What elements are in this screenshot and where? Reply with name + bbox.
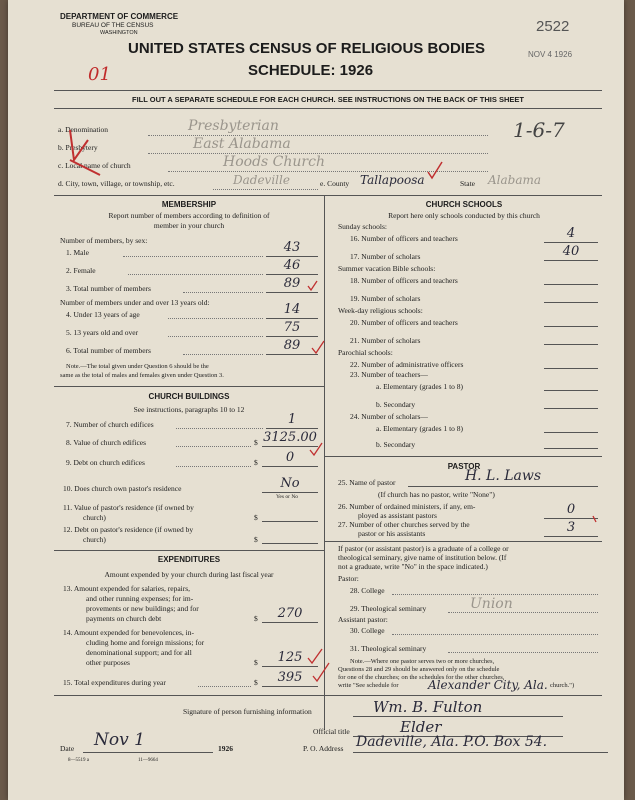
q14-label-2: cluding home and foreign missions; for	[86, 638, 205, 647]
total-expenditures: 395	[277, 670, 303, 685]
q13-label: 13. Amount expended for salaries, repairs,	[63, 584, 191, 593]
pastor-note: Note.—Where one pastor serves two or more churches,	[350, 658, 495, 665]
q12-label: 12. Debt on pastor's residence (if owned by	[63, 525, 194, 534]
q25-note: (If church has no pastor, write "None")	[378, 490, 495, 499]
pastor-note-2: Questions 28 and 29 should be answered only on the schedule	[338, 666, 500, 673]
pastor-note-4b: church.")	[550, 682, 575, 689]
seminary-value: Union	[470, 596, 513, 612]
q4-label: 4. Under 13 years of age	[66, 310, 140, 319]
edifices-debt: 0	[285, 450, 295, 465]
q13-label-2: and other running expenses; for im-	[86, 594, 194, 603]
membership-note-2: same as the total of males and females given under Question 3.	[60, 372, 224, 379]
title-label: Official title	[313, 727, 350, 736]
total-members-3: 89	[283, 276, 301, 291]
q29-label: 29. Theological seminary	[350, 604, 427, 613]
age-label: Number of members under and over 13 years old:	[60, 298, 210, 307]
q28-label: 28. College	[350, 586, 385, 595]
denomination-value: Presbyterian	[188, 118, 279, 134]
county-label: e. County	[320, 179, 350, 188]
expenditures-title: EXPENDITURES	[157, 555, 221, 564]
state-label: State	[460, 179, 475, 188]
presbytery-value: East Alabama	[193, 136, 291, 152]
weekday-label: Week-day religious schools:	[338, 306, 423, 315]
q14-label-3: denominational support; and for all	[86, 648, 192, 657]
q14-label-4: other purposes	[86, 658, 130, 667]
year-label: 1926	[218, 744, 233, 753]
church-name-label: c. Local name of church	[58, 161, 131, 170]
pastor-name: H. L. Laws	[464, 468, 542, 484]
date-value: Nov 1	[94, 730, 145, 750]
yes-no-hint: Yes or No	[276, 494, 299, 500]
pastor-title: PASTOR	[447, 462, 481, 471]
q15-label: 15. Total expenditures during year	[63, 678, 166, 687]
city-value: Dadeville	[233, 173, 290, 187]
q6-label: 6. Total number of members	[66, 346, 151, 355]
schedule-title: SCHEDULE: 1926	[248, 62, 374, 79]
q17-label: 17. Number of scholars	[350, 252, 421, 261]
buildings-sub: See instructions, paragraphs 10 to 12	[133, 405, 245, 414]
q23a-label: a. Elementary (grades 1 to 8)	[376, 382, 464, 391]
female-count: 46	[283, 258, 301, 273]
pastor-note-3: for one of the churches; on the schedules for the other churches,	[338, 674, 505, 681]
signature-label: Signature of person furnishing information	[183, 707, 312, 716]
membership-intro: Report number of members according to definition of	[108, 211, 270, 220]
assistant-count: 0	[566, 502, 576, 517]
summer-label: Summer vacation Bible schools:	[338, 264, 436, 273]
q22-label: 22. Number of administrative officers	[350, 360, 464, 369]
q23b-label: b. Secondary	[376, 400, 416, 409]
parochial-label: Parochial schools:	[338, 348, 393, 357]
dollar-sign: $	[254, 678, 258, 687]
expenditures-sub: Amount expended by your church during last fiscal year	[104, 570, 274, 579]
dollar-sign: $	[254, 658, 258, 667]
schools-intro: Report here only schools conducted by this church	[388, 211, 540, 220]
stamp-number: 2522	[536, 18, 570, 35]
q24b-label: b. Secondary	[376, 440, 416, 449]
see-schedule-church: Alexander City, Ala.	[428, 678, 548, 692]
under-13-count: 14	[283, 302, 301, 317]
dollar-sign: $	[254, 458, 258, 467]
church-name-value: Hoods Church	[223, 154, 325, 170]
q26-label: 26. Number of ordained ministers, if any, em-	[338, 502, 476, 511]
q1-label: 1. Male	[66, 248, 89, 257]
dollar-sign: $	[254, 614, 258, 623]
q9-label: 9. Debt on church edifices	[66, 458, 145, 467]
dollar-sign: $	[254, 438, 258, 447]
benevolences: 125	[277, 650, 303, 665]
dept-label: DEPARTMENT OF COMMERCE	[60, 12, 179, 21]
q13-label-3: provements or new buildings; and for	[86, 604, 199, 613]
membership-note: Note.—The total given under Question 6 should be the	[66, 363, 209, 370]
asst-sublabel: Assistant pastor:	[338, 615, 388, 624]
schools-title: CHURCH SCHOOLS	[425, 200, 503, 209]
signature-value: Wm. B. Fulton	[373, 698, 483, 716]
q18-label: 18. Number of officers and teachers	[350, 276, 458, 285]
q12-label-2: church)	[83, 535, 106, 544]
q7-label: 7. Number of church edifices	[66, 420, 154, 429]
stamp-date: NOV 4 1926	[528, 50, 573, 59]
denomination-label: a. Denomination	[58, 125, 108, 134]
bureau-label: BUREAU OF THE CENSUS	[72, 22, 154, 29]
census-schedule-form	[8, 0, 624, 800]
pastor-note-4: write "See schedule for	[338, 682, 399, 689]
q3-label: 3. Total number of members	[66, 284, 151, 293]
print-code-2: 11—9664	[138, 758, 158, 763]
q23-label: 23. Number of teachers—	[350, 370, 428, 379]
over-13-count: 75	[283, 320, 301, 335]
instruction-banner: FILL OUT A SEPARATE SCHEDULE FOR EACH CHURCH. SEE INSTRUCTIONS ON THE BACK OF THIS SHEET	[132, 95, 524, 104]
q14-label: 14. Amount expended for benevolences, in-	[63, 628, 195, 637]
q25-label: 25. Name of pastor	[338, 478, 396, 487]
form-title: UNITED STATES CENSUS OF RELIGIOUS BODIES	[128, 40, 485, 57]
q2-label: 2. Female	[66, 266, 96, 275]
grad-note-2: theological seminary, give name of institution below. (If	[338, 553, 507, 562]
po-label: P. O. Address	[303, 744, 344, 753]
q26-label-2: ployed as assistant pastors	[358, 511, 437, 520]
edifices-value: 3125.00	[263, 430, 317, 445]
q11-label-2: church)	[83, 513, 106, 522]
red-mark: 01	[88, 64, 111, 85]
classification-code: 1-6-7	[513, 118, 565, 142]
q5-label: 5. 13 years old and over	[66, 328, 139, 337]
total-members-6: 89	[283, 338, 301, 353]
q11-label: 11. Value of pastor's residence (if owned by	[63, 503, 194, 512]
membership-intro-2: member in your church	[153, 221, 225, 230]
state-value: Alabama	[488, 173, 542, 187]
running-expenses: 270	[277, 606, 303, 621]
q31-label: 31. Theological seminary	[350, 644, 427, 653]
red-check-marks	[8, 0, 624, 800]
county-value: Tallapoosa	[360, 173, 425, 187]
sunday-scholars: 40	[562, 244, 580, 259]
dollar-sign: $	[254, 513, 258, 522]
q13-label-4: payments on church debt	[86, 614, 162, 623]
q8-label: 8. Value of church edifices	[66, 438, 147, 447]
q24a-label: a. Elementary (grades 1 to 8)	[376, 424, 464, 433]
q27-label: 27. Number of other churches served by the	[338, 520, 470, 529]
q21-label: 21. Number of scholars	[350, 336, 421, 345]
q19-label: 19. Number of scholars	[350, 294, 421, 303]
q10-label: 10. Does church own pastor's residence	[63, 484, 182, 493]
title-value: Elder	[400, 718, 442, 736]
city-label-field: d. City, town, village, or township, etc.	[58, 179, 175, 188]
q27-label-2: pastor or his assistants	[358, 529, 426, 538]
by-sex-label: Number of members, by sex:	[60, 236, 148, 245]
owns-residence: No	[280, 476, 300, 491]
dollar-sign: $	[254, 535, 258, 544]
presbytery-label: b. Presbytery	[58, 143, 98, 152]
grad-note: If pastor (or assistant pastor) is a graduate of a college or	[338, 544, 509, 553]
sunday-label: Sunday schools:	[338, 222, 387, 231]
po-value: Dadeville, Ala. P.O. Box 54.	[356, 734, 548, 750]
buildings-title: CHURCH BUILDINGS	[148, 392, 230, 401]
pastor-sublabel: Pastor:	[338, 574, 359, 583]
q24-label: 24. Number of scholars—	[350, 412, 428, 421]
q30-label: 30. College	[350, 626, 385, 635]
other-churches: 3	[566, 520, 576, 535]
male-count: 43	[283, 240, 301, 255]
sunday-teachers: 4	[566, 226, 576, 241]
q20-label: 20. Number of officers and teachers	[350, 318, 458, 327]
q16-label: 16. Number of officers and teachers	[350, 234, 458, 243]
edifices-count: 1	[287, 412, 297, 427]
grad-note-3: not a graduate, write "No" in the space indicated.)	[338, 562, 488, 571]
city-label: WASHINGTON	[100, 30, 138, 36]
print-code: 8—5519 a	[68, 758, 89, 763]
membership-title: MEMBERSHIP	[161, 200, 217, 209]
date-label: Date	[60, 744, 75, 753]
